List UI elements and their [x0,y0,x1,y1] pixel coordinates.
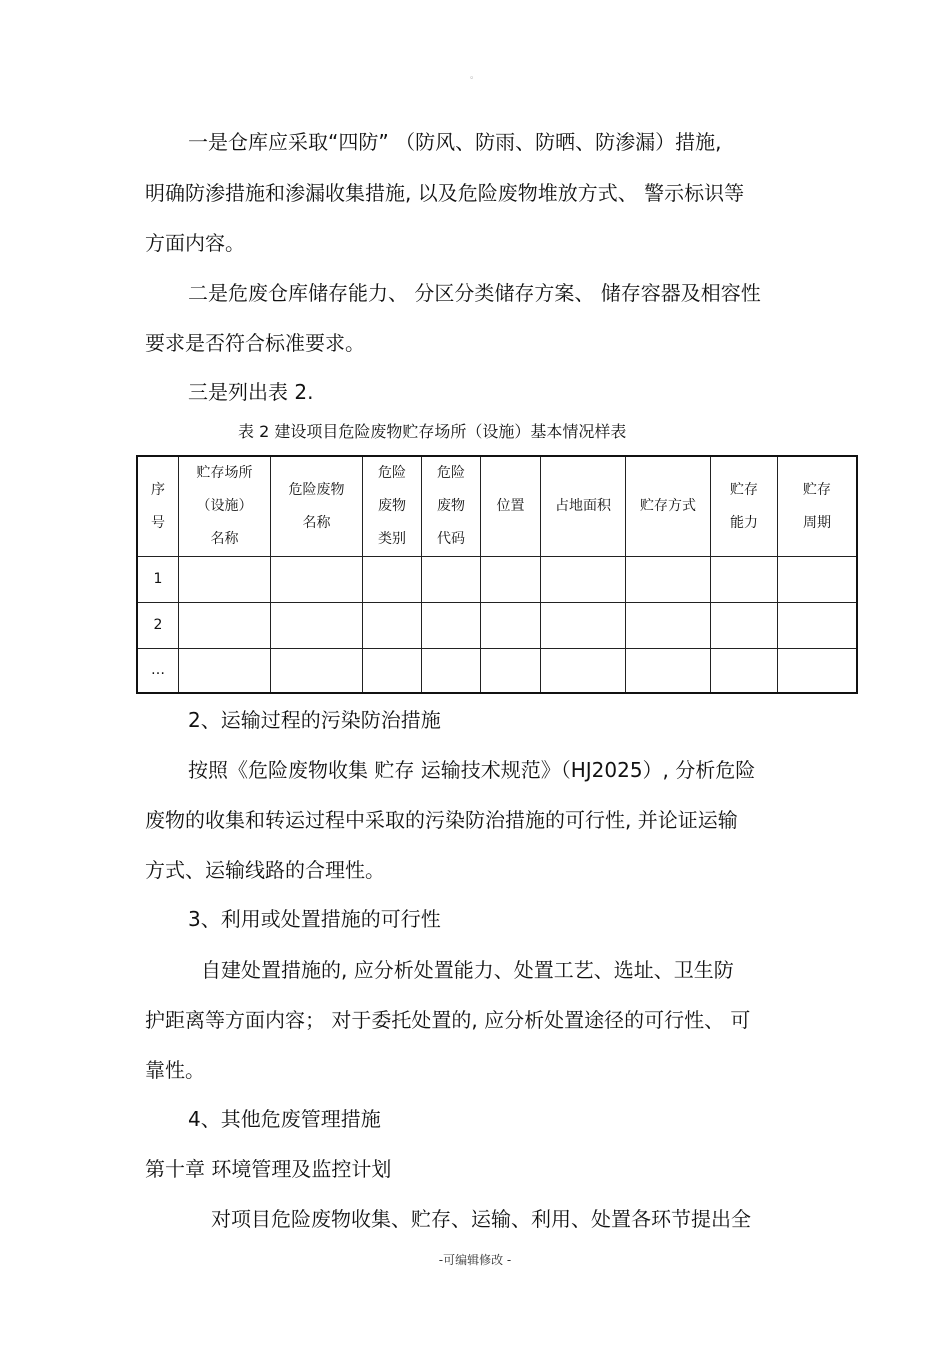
row-index: 1 [137,557,179,603]
hdr-line: 占地面积 [555,498,611,514]
hdr-line: 类别 [378,531,406,547]
section-2-line-2: 废物的收集和转运过程中采取的污染防治措施的可行性, 并论证运输 [145,808,738,832]
section-2-line-1: 按照《危险废物收集 贮存 运输技术规范》（HJ2025）, 分析危险 [188,758,756,782]
section-4-title: 4、其他危废管理措施 [188,1107,381,1131]
hdr-line: 废物 [437,498,465,514]
paragraph-3: 三是列出表 2. [188,380,314,404]
hdr-line: 序 [151,481,165,498]
table-row [137,557,857,603]
hdr-line: 名称 [302,514,331,531]
chapter-10-title: 第十章 环境管理及监控计划 [145,1157,392,1181]
hdr-line: 贮存场所 [196,465,253,481]
section-2-line-3: 方式、运输线路的合理性。 [145,858,385,882]
hdr-line: 能力 [730,514,758,531]
table-row [137,649,857,693]
hdr-line: 贮存方式 [640,498,696,514]
section-3-line-1: 自建处置措施的, 应分析处置能力、处置工艺、选址、卫生防 [201,958,734,982]
storage-table [136,455,858,694]
section-3-title: 3、利用或处置措施的可行性 [188,907,441,931]
header-cell-site-name [179,456,271,557]
hdr-line: 危险 [437,465,465,481]
row-index: 2 [137,603,179,649]
paragraph-1-line-2: 明确防渗措施和渗漏收集措施, 以及危险废物堆放方式、 警示标识等 [145,181,745,205]
header-cell-area [541,456,626,557]
hdr-line: 号 [151,514,165,531]
paragraph-2-line-2: 要求是否符合标准要求。 [145,331,365,355]
hdr-line: 危险 [378,465,406,481]
header-cell-method [626,456,711,557]
header-cell-waste-name [271,456,363,557]
hdr-line: 位置 [496,498,525,514]
table-caption: 表 2 建设项目危险废物贮存场所（设施）基本情况样表 [238,422,627,441]
header-cell-index [137,456,179,557]
hdr-line: 危险废物 [288,481,345,498]
header-cell-code [422,456,481,557]
table-header-row [137,456,857,557]
hdr-line: 废物 [378,498,406,514]
section-2-title: 2、运输过程的污染防治措施 [188,708,441,732]
paragraph-1-line-3: 方面内容。 [145,231,245,255]
hdr-line: 周期 [803,514,831,531]
section-3-line-2: 护距离等方面内容； 对于委托处置的, 应分析处置途径的可行性、 可 [145,1008,751,1032]
top-mark: 。 [470,71,480,81]
hdr-line: 贮存 [730,481,758,498]
paragraph-2: 二是危废仓库储存能力、 分区分类储存方案、 储存容器及相容性 [188,281,761,305]
chapter-10-line-1: 对项目危险废物收集、贮存、运输、利用、处置各环节提出全 [211,1207,751,1231]
table-row [137,603,857,649]
section-3-line-3: 靠性。 [145,1058,205,1082]
page-footer: -可编辑修改 - [438,1253,512,1267]
header-cell-period [778,456,858,557]
header-cell-capacity [711,456,778,557]
hdr-line: 名称 [210,531,239,547]
row-index: … [137,649,179,693]
paragraph-1: 一是仓库应采取“四防” （防风、防雨、防晒、防渗漏）措施, [188,130,722,154]
hdr-line: 贮存 [803,481,831,498]
hdr-line: 代码 [437,531,465,547]
hdr-line: （设施） [196,498,253,514]
header-cell-location [481,456,541,557]
header-cell-category [363,456,422,557]
